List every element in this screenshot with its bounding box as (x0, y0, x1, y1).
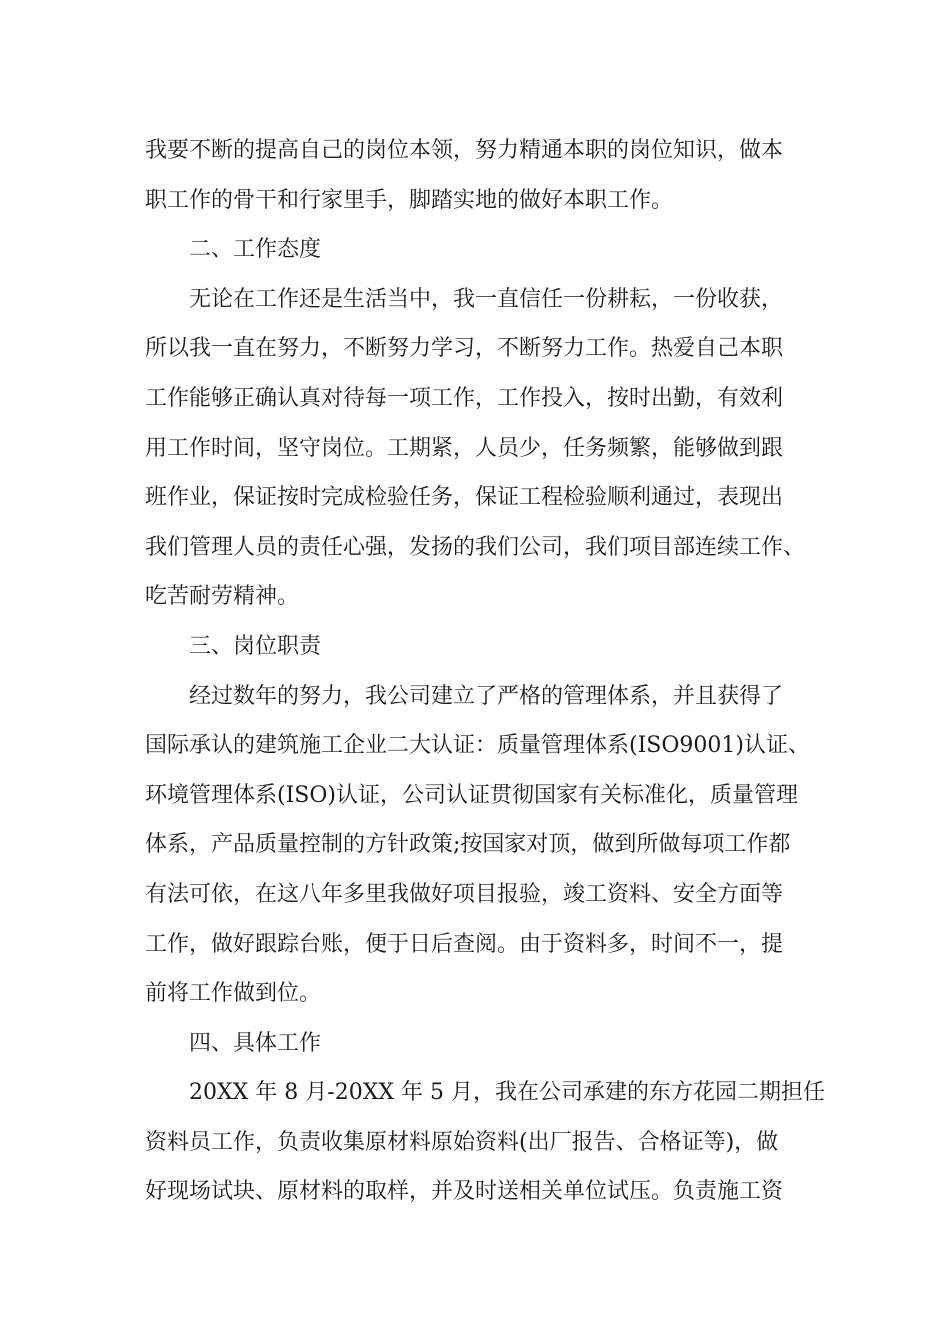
text-line: 资料员工作，负责收集原材料原始资料(出厂报告、合格证等)，做 (145, 1129, 779, 1155)
document-body (145, 126, 825, 1217)
text-line: 我要不断的提高自己的岗位本领，努力精通本职的岗位知识，做本 (145, 138, 784, 163)
text-line: 好现场试块、原材料的取样，并及时送相关单位试压。负责施工资 (145, 1179, 784, 1205)
text-line: 职工作的骨干和行家里手，脚踏实地的做好本职工作。 (145, 187, 674, 213)
text-line: 20XX 年 8 月-20XX 年 5 月，我在公司承建的东方花园二期担任 (189, 1080, 826, 1106)
text-line: 国际承认的建筑施工企业二大认证：质量管理体系(ISO9001)认证、 (145, 733, 810, 759)
text-line: 经过数年的努力，我公司建立了严格的管理体系，并且获得了 (189, 683, 784, 709)
section-heading-work-attitude: 二、工作态度 (189, 237, 322, 263)
text-line: 用工作时间，坚守岗位。工期紧，人员少，任务频繁，能够做到跟 (145, 435, 784, 461)
text-line: 前将工作做到位。 (145, 981, 322, 1007)
text-line: 有法可依，在这八年多里我做好项目报验，竣工资料、安全方面等 (145, 881, 784, 907)
text-line: 吃苦耐劳精神。 (145, 584, 300, 610)
text-line: 体系，产品质量控制的方针政策;按国家对顶，做到所做每项工作都 (145, 832, 791, 858)
text-line: 环境管理体系(ISO)认证，公司认证贯彻国家有关标准化，质量管理 (145, 782, 798, 808)
section-heading-specific-work: 四、具体工作 (189, 1030, 322, 1056)
text-line: 班作业，保证按时完成检验任务，保证工程检验顺利通过，表现出 (145, 485, 784, 511)
section-heading-job-duties: 三、岗位职责 (189, 633, 322, 659)
text-line: 无论在工作还是生活当中，我一直信任一份耕耘，一份收获， (189, 286, 784, 312)
text-line: 所以我一直在努力，不断努力学习，不断努力工作。热爱自己本职 (145, 336, 784, 362)
text-line: 我们管理人员的责任心强，发扬的我们公司，我们项目部连续工作、 (145, 534, 806, 560)
text-line: 工作，做好跟踪台账，便于日后查阅。由于资料多，时间不一，提 (145, 931, 784, 957)
text-line: 工作能够正确认真对待每一项工作，工作投入，按时出勤，有效利 (145, 385, 784, 411)
